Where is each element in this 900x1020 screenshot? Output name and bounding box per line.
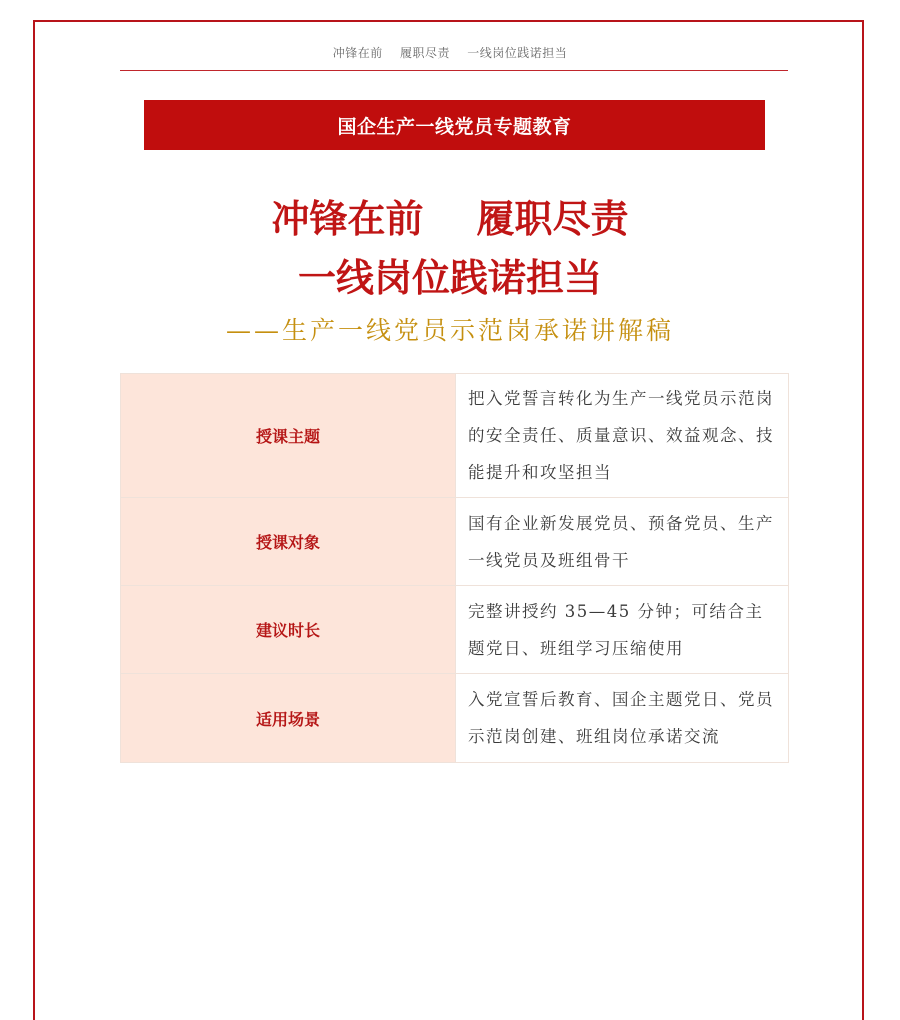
row-value: 国有企业新发展党员、预备党员、生产一线党员及班组骨干 bbox=[456, 498, 789, 586]
main-title-line-2: 一线岗位践诺担当 bbox=[297, 256, 602, 300]
row-value: 把入党誓言转化为生产一线党员示范岗的安全责任、质量意识、效益观念、技能提升和攻坚担当 bbox=[456, 374, 789, 498]
running-header: 冲锋在前 履职尽责 一线岗位践诺担当 bbox=[332, 46, 568, 60]
row-value: 完整讲授约 35—45 分钟；可结合主题党日、班组学习压缩使用 bbox=[456, 586, 789, 674]
row-label: 适用场景 bbox=[121, 674, 456, 763]
subtitle: ——生产一线党员示范岗承诺讲解稿 bbox=[225, 316, 674, 345]
table-row bbox=[121, 498, 789, 586]
header-divider bbox=[120, 70, 788, 71]
course-info-table bbox=[120, 373, 789, 763]
main-title-line-1: 冲锋在前 履职尽责 bbox=[271, 197, 629, 241]
row-label: 授课主题 bbox=[121, 374, 456, 498]
row-label: 授课对象 bbox=[121, 498, 456, 586]
table-row bbox=[121, 674, 789, 763]
table-row bbox=[121, 586, 789, 674]
row-value: 入党宣誓后教育、国企主题党日、党员示范岗创建、班组岗位承诺交流 bbox=[456, 674, 789, 763]
row-label: 建议时长 bbox=[121, 586, 456, 674]
table-row bbox=[121, 374, 789, 498]
topic-banner: 国企生产一线党员专题教育 bbox=[144, 100, 765, 150]
